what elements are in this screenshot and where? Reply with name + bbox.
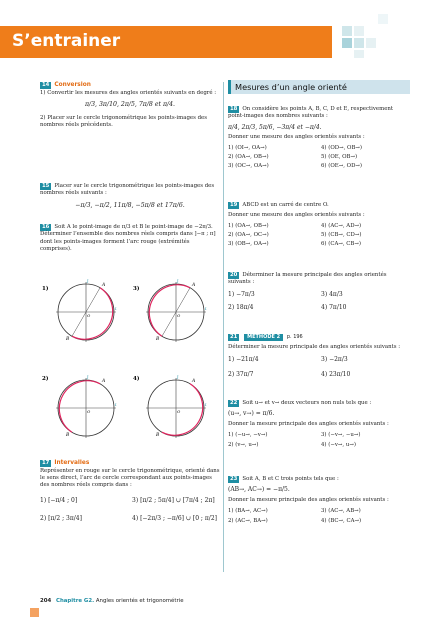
angle-item: 4) 23π/10 <box>321 371 351 379</box>
angle-item: 2) (OA→, OB→) <box>228 153 269 160</box>
point-label: O <box>87 313 91 318</box>
angle-item: 3) (−v→, −u→) <box>321 432 361 439</box>
point-label: J <box>177 278 179 283</box>
exercise-title: Conversion <box>54 82 91 88</box>
exercise-text: Donner la mesure principale des angles orientés suivants : <box>228 497 389 504</box>
point-label: B <box>156 337 160 342</box>
exercise-text: Déterminer la mesure principale des angles orientés suivants : <box>228 272 387 286</box>
exercise-number: 20 <box>230 272 238 278</box>
point-label: J <box>87 374 89 379</box>
exercise-number: 15 <box>42 183 50 189</box>
exercise-number: 22 <box>230 400 238 406</box>
angle-item: 1) (OI→, OA→) <box>228 144 267 151</box>
point-label: A <box>102 283 106 288</box>
angle-item: 4) (OD→, OB→) <box>321 144 363 151</box>
exercise-21 <box>228 334 410 379</box>
exercise-14 <box>40 82 220 129</box>
exercise-values: −π/3, −π/2, 11π/8, −5π/8 et 17π/6. <box>75 201 185 209</box>
point-label: B <box>156 433 160 438</box>
page-title: S’entrainer <box>12 31 121 51</box>
page-reference: p. 196 <box>286 334 303 340</box>
exercise-text: Donner la mesure principale des angles orientés suivants : <box>228 421 389 428</box>
angle-item: 4) (BC→, CA→) <box>321 517 362 524</box>
exercise-text: Déterminer la mesure principale des angles orientés suivants : <box>228 344 401 351</box>
exercise-values: π/4, 2π/3, 5π/6, −3π/4 et −π/4. <box>228 123 322 131</box>
exercise-text: Soit u→ et v→ deux vecteurs non nuls tels que : <box>242 400 372 406</box>
page-number: 204 <box>40 598 52 604</box>
interval-item: 4) [−2π/3 ; −π/6] ∪ [0 ; π/2] <box>132 514 217 522</box>
circle-label: 2) <box>42 376 49 382</box>
circle-label: 4) <box>133 376 140 382</box>
point-label: O <box>87 409 91 414</box>
circle-1 <box>42 278 117 342</box>
exercise-text: Donner une mesure des angles orientés suivants : <box>228 212 365 219</box>
angle-item: 1) −7π/3 <box>228 290 255 298</box>
exercise-20 <box>228 272 410 312</box>
header-banner <box>0 0 435 60</box>
angle-item: 3) (OC→, OA→) <box>228 162 269 169</box>
exercise-values: π/3, 3π/10, 2π/5, 7π/8 et π/4. <box>84 100 176 108</box>
point-label: I <box>205 402 207 407</box>
circle-2 <box>42 374 117 438</box>
decor-square <box>366 38 376 48</box>
angle-item: 3) 4π/3 <box>321 290 343 298</box>
point-label: O <box>177 313 181 318</box>
angle-item: 4) (−v→, u→) <box>321 441 356 448</box>
exercise-number: 18 <box>230 106 238 112</box>
decor-square <box>354 26 364 36</box>
point-label: O <box>177 409 181 414</box>
exercise-number: 16 <box>42 224 50 230</box>
circle-4 <box>133 374 207 438</box>
exercise-22 <box>228 400 410 449</box>
column-separator <box>223 82 224 572</box>
exercise-number: 14 <box>42 82 50 88</box>
exercise-text: 2) Placer sur le cercle trigonométrique les points-images des nombres réels précédents. <box>40 114 207 129</box>
point-label: J <box>177 374 179 379</box>
exercise-text: On considère les points A, B, C, D et E, respectivement point-images des nombres suivants : <box>228 106 394 120</box>
exercise-number: 19 <box>230 202 238 208</box>
angle-item: 2) (v→, u→) <box>228 441 259 448</box>
point-label: I <box>115 402 117 407</box>
circle-3 <box>133 278 207 342</box>
angle-item: 6) (CA→, CB→) <box>321 240 362 247</box>
exercise-text: Donner une mesure des angles orientés suivants : <box>228 134 365 141</box>
chapter-title: Angles orientés et trigonométrie <box>95 598 184 604</box>
decor-square <box>354 50 364 58</box>
angle-item: 3) (OB→, OA→) <box>228 240 269 247</box>
angle-item: 2) 18π/4 <box>228 304 254 312</box>
chapter-label: Chapitre G2. <box>55 598 95 604</box>
interval-item: 3) [π/2 ; 5π/4] ∪ [7π/4 ; 2π] <box>132 497 215 505</box>
exercise-text: ABCD est un carré de centre O. <box>242 202 329 208</box>
exercise-17 <box>40 460 220 523</box>
point-label: B <box>66 337 70 342</box>
angle-item: 3) −2π/3 <box>321 355 348 363</box>
angle-item: 3) (AC→, AB→) <box>321 508 361 515</box>
angle-item: 6) (OE→, OD→) <box>321 162 363 169</box>
angle-item: 4) (AC→, AD→) <box>321 222 362 229</box>
exercise-text: Placer sur le cercle trigonométrique les points-images des nombres réels suivants : <box>40 183 215 197</box>
exercise-equation: (AB→, AC→) = −π/5. <box>228 486 290 494</box>
point-label: J <box>87 278 89 283</box>
angle-item: 4) 7π/10 <box>321 304 347 312</box>
exercise-text: Soit A, B et C trois points tels que : <box>242 476 339 482</box>
section-title: Mesures d’un angle orienté <box>228 80 410 94</box>
angle-item: 5) (CB→, CD→) <box>321 231 362 238</box>
angle-item: 5) (OE, OB→) <box>321 153 358 160</box>
interval-item: 1) [−π/4 ; 0] <box>40 497 78 505</box>
exercise-number: 17 <box>42 460 50 466</box>
exercise-15 <box>40 183 220 210</box>
angle-item: 2) 37π/7 <box>228 371 254 379</box>
circle-label: 1) <box>42 286 49 292</box>
angle-item: 1) (OA→, OB→) <box>228 222 269 229</box>
decor-square <box>342 38 352 48</box>
exercise-16 <box>40 224 220 253</box>
circle-label: 3) <box>133 286 140 292</box>
exercise-number: 21 <box>230 334 238 340</box>
exercise-title: Intervalles <box>54 460 90 466</box>
point-label: I <box>205 306 207 311</box>
point-label: A <box>102 379 106 384</box>
methode-link[interactable]: MÉTHODE 2 <box>244 334 283 341</box>
angle-item: 1) (BA→, AC→) <box>228 508 268 515</box>
angle-item: 1) −21π/4 <box>228 355 259 363</box>
angle-item: 2) (OA→, OC→) <box>228 231 269 238</box>
exercise-23 <box>228 476 410 525</box>
point-label: B <box>66 433 70 438</box>
exercise-text: Représenter en rouge sur le cercle trigonométrique, orienté dans le sens direct, l’arc de cercle correspondant aux points-images des nombres réels compris dans : <box>40 467 220 488</box>
exercise-18 <box>228 106 410 170</box>
angle-item: 1) (−u→, −v→) <box>228 432 268 439</box>
decor-square <box>354 38 364 48</box>
footer-decor-square <box>30 608 39 617</box>
point-label: A <box>192 283 196 288</box>
exercise-equation: (u→, v→) = π/6. <box>228 410 275 418</box>
interval-item: 2) [π/2 ; 3π/4] <box>40 514 82 522</box>
trig-circles-figure <box>40 268 222 456</box>
exercise-text: Soit A le point-image de π/3 et B le point-image de −2π/3. Déterminer l’ensemble des nombres réels compris dans ]−π ; π] dont les points-images forment l’arc rouge (extrémités comprises). <box>40 224 216 252</box>
decor-square <box>378 14 388 24</box>
exercise-text: 1) Convertir les mesures des angles orientés suivants en degré : <box>40 89 217 96</box>
exercise-number: 23 <box>230 476 238 482</box>
point-label: I <box>115 306 117 311</box>
decor-square <box>342 26 352 36</box>
page-footer <box>40 598 184 605</box>
exercise-19 <box>228 202 410 248</box>
angle-item: 2) (AC→, BA→) <box>228 517 268 524</box>
point-label: A <box>192 379 196 384</box>
